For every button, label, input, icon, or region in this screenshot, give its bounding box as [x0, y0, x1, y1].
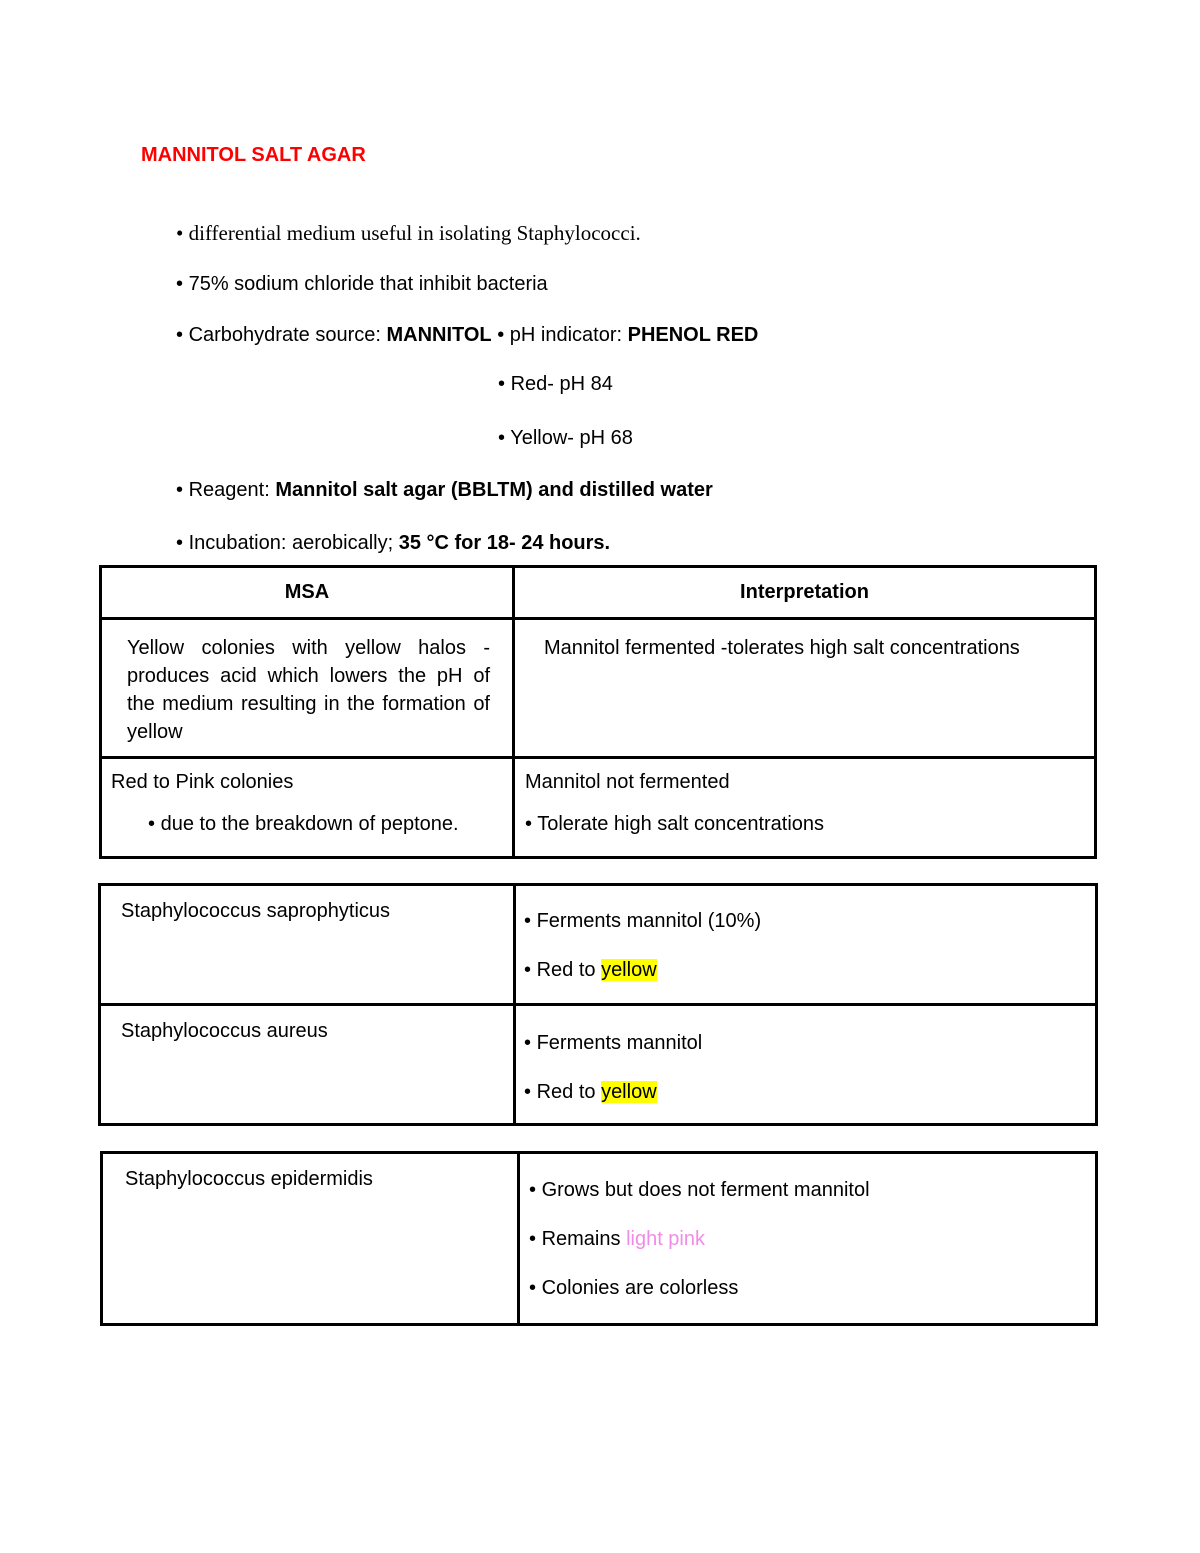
organism-name: Staphylococcus aureus — [121, 1020, 328, 1042]
cell-bullet-line — [520, 1202, 1095, 1251]
table-cell — [519, 1153, 1097, 1325]
table-cell — [100, 885, 515, 1005]
bullet: • — [176, 532, 184, 554]
line-text: Red- pH 84 — [510, 373, 613, 395]
cell-bullet-line — [516, 933, 1095, 982]
line-text: 75% sodium chloride that inhibit bacteria — [188, 273, 548, 295]
cell-text: Tolerate high salt concentrations — [537, 813, 825, 835]
bullet: • — [176, 273, 184, 295]
cell-bullet-line — [520, 1251, 1095, 1300]
bullet: • — [498, 373, 506, 395]
page-title: MANNITOL SALT AGAR — [141, 144, 366, 166]
line-bold: 35 °C for 18- 24 hours. — [398, 532, 611, 554]
cell-text: due to the breakdown of peptone. — [160, 813, 459, 835]
bullet: • — [529, 1277, 537, 1299]
line-text: • pH indicator: — [491, 324, 628, 346]
table-cell — [101, 758, 514, 858]
header-cell-msa: MSA — [101, 567, 514, 619]
line-bold: PHENOL RED — [627, 324, 759, 346]
table-cell — [100, 1005, 515, 1125]
cell-bullet-line — [516, 1006, 1095, 1055]
bullet: • — [176, 479, 184, 501]
bullet-line-differential — [176, 221, 641, 246]
cell-text: Ferments mannitol — [536, 1032, 703, 1054]
bullet: • — [524, 959, 532, 981]
bullet: • — [529, 1228, 537, 1250]
cell-text: Red to — [536, 1081, 602, 1103]
table-cell — [515, 885, 1097, 1005]
cell-bullet-line — [102, 794, 512, 836]
cell-bullet-line — [516, 886, 1095, 933]
organisms-table-1 — [98, 883, 1098, 1126]
line-bold: MANNITOL — [386, 324, 492, 346]
cell-bullet-line — [520, 1154, 1095, 1202]
bullet: • — [525, 813, 533, 835]
table-cell — [514, 619, 1096, 758]
cell-text: Red to Pink colonies — [111, 771, 294, 793]
cell-text: Red to — [536, 959, 602, 981]
cell-text: Mannitol not fermented — [525, 771, 730, 793]
table-row — [100, 885, 1097, 1005]
cell-bullet-line — [516, 1055, 1095, 1104]
table-header-row — [101, 567, 1096, 619]
table-row — [101, 758, 1096, 858]
bullet: • — [524, 1032, 532, 1054]
bullet: • — [148, 813, 156, 835]
cell-text: Yellow colonies with yellow halos -produces acid which lowers the pH of the medium resulting in the formation of yellow — [127, 637, 490, 743]
header-cell-interpretation: Interpretation — [514, 567, 1096, 619]
organism-name: Staphylococcus saprophyticus — [121, 900, 391, 922]
organisms-table-2 — [100, 1151, 1098, 1326]
line-text: Reagent: — [188, 479, 276, 501]
pink-text: light pink — [626, 1228, 705, 1250]
cell-text: Remains — [541, 1228, 627, 1250]
cell-text: Colonies are colorless — [541, 1277, 739, 1299]
table-cell — [101, 619, 514, 758]
bullet-line-sodium-chloride — [176, 273, 548, 296]
cell-text: Mannitol fermented -tolerates high salt concentrations — [544, 637, 1020, 659]
highlighted-text: yellow — [601, 1081, 657, 1103]
highlighted-text: yellow — [601, 959, 657, 981]
bullet-line-reagent — [176, 479, 713, 502]
line-text: Incubation: aerobically; — [188, 532, 399, 554]
line-text: Carbohydrate source: — [188, 324, 387, 346]
line-text: differential medium useful in isolating Staphylococci. — [188, 221, 641, 245]
cell-text: Grows but does not ferment mannitol — [541, 1179, 870, 1201]
bullet: • — [498, 427, 506, 449]
table-row — [102, 1153, 1097, 1325]
bullet-line-carbohydrate — [176, 324, 758, 347]
bullet-line-incubation — [176, 532, 610, 555]
table-row — [101, 619, 1096, 758]
line-text: Yellow- pH 68 — [510, 427, 633, 449]
table-cell — [514, 758, 1096, 858]
table-cell — [515, 1005, 1097, 1125]
table-row — [100, 1005, 1097, 1125]
cell-bullet-line — [515, 794, 1094, 836]
bullet: • — [176, 324, 184, 346]
organism-name: Staphylococcus epidermidis — [125, 1168, 373, 1190]
table-cell — [102, 1153, 519, 1325]
msa-interpretation-table — [99, 565, 1097, 859]
bullet-line-red-ph — [498, 373, 613, 396]
bullet: • — [176, 221, 184, 245]
line-bold: Mannitol salt agar (BBLTM) and distilled water — [275, 479, 713, 501]
bullet: • — [524, 1081, 532, 1103]
bullet-line-yellow-ph — [498, 427, 633, 450]
bullet: • — [524, 910, 532, 932]
bullet: • — [529, 1179, 537, 1201]
cell-text: Ferments mannitol (10%) — [536, 910, 762, 932]
